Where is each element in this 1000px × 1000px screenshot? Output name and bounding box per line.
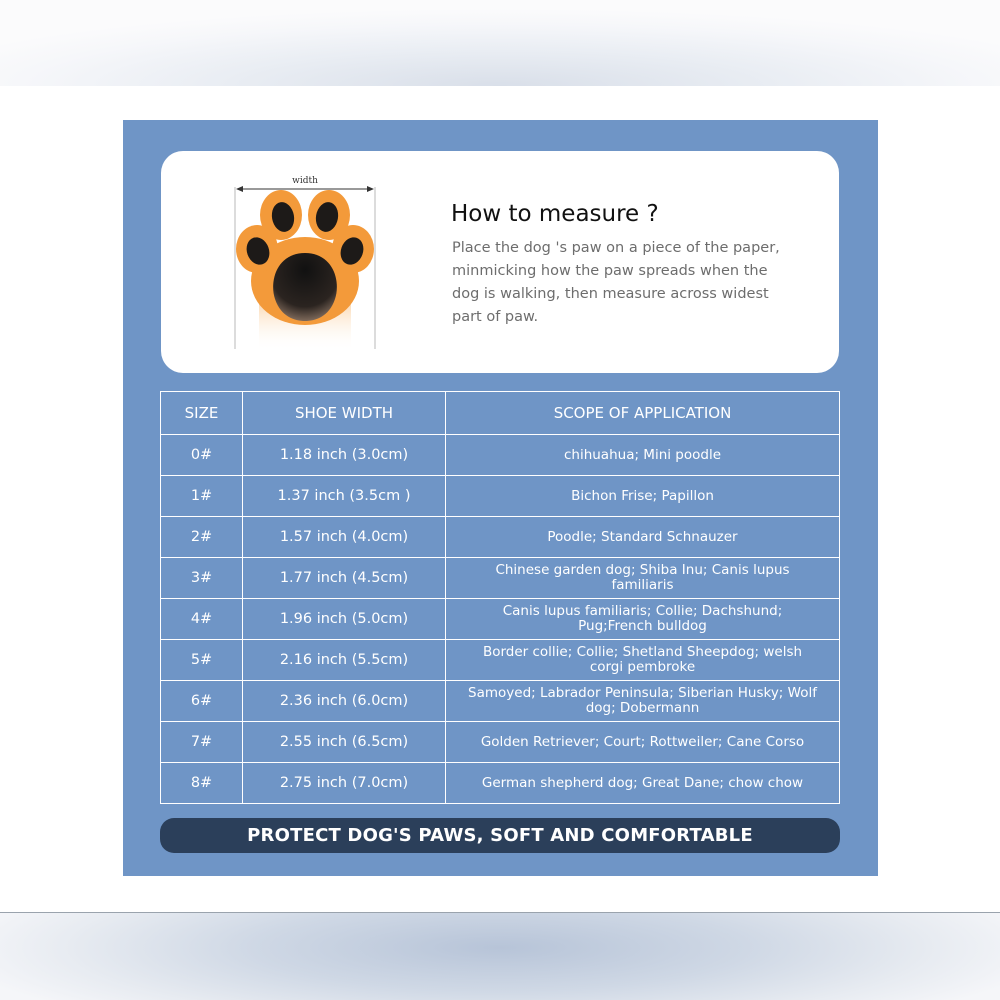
width-cell: 1.37 inch (3.5cm )	[243, 476, 446, 517]
header-shoe-width: SHOE WIDTH	[243, 392, 446, 435]
header-scope: SCOPE OF APPLICATION	[446, 392, 840, 435]
size-cell: 6#	[161, 681, 243, 722]
table-row	[161, 517, 840, 558]
blurred-background-top	[0, 0, 1000, 86]
scope-cell: Border collie; Collie; Shetland Sheepdog; welsh corgi pembroke	[446, 640, 840, 681]
protect-paws-banner: PROTECT DOG'S PAWS, SOFT AND COMFORTABLE	[160, 818, 840, 853]
size-chart-table	[160, 391, 840, 804]
table-row	[161, 722, 840, 763]
size-cell: 5#	[161, 640, 243, 681]
width-label: width	[292, 176, 318, 186]
size-cell: 7#	[161, 722, 243, 763]
table-row	[161, 763, 840, 804]
scope-cell: Golden Retriever; Court; Rottweiler; Cane Corso	[446, 722, 840, 763]
width-cell: 1.57 inch (4.0cm)	[243, 517, 446, 558]
size-cell: 3#	[161, 558, 243, 599]
measure-instructions-card	[161, 151, 839, 373]
scope-cell: German shepherd dog; Great Dane; chow chow	[446, 763, 840, 804]
paw-measure-diagram	[231, 171, 381, 351]
scope-cell: Chinese garden dog; Shiba Inu; Canis lupus familiaris	[446, 558, 840, 599]
size-cell: 8#	[161, 763, 243, 804]
how-to-measure-title: How to measure ?	[451, 201, 659, 227]
table-row	[161, 599, 840, 640]
width-cell: 1.18 inch (3.0cm)	[243, 435, 446, 476]
size-cell: 2#	[161, 517, 243, 558]
scope-cell: Samoyed; Labrador Peninsula; Siberian Husky; Wolf dog; Dobermann	[446, 681, 840, 722]
table-row	[161, 435, 840, 476]
width-cell: 1.77 inch (4.5cm)	[243, 558, 446, 599]
scope-cell: chihuahua; Mini poodle	[446, 435, 840, 476]
width-cell: 2.36 inch (6.0cm)	[243, 681, 446, 722]
size-cell: 0#	[161, 435, 243, 476]
table-row	[161, 681, 840, 722]
scope-cell: Bichon Frise; Papillon	[446, 476, 840, 517]
size-cell: 1#	[161, 476, 243, 517]
width-cell: 2.16 inch (5.5cm)	[243, 640, 446, 681]
table-row	[161, 640, 840, 681]
scope-cell: Poodle; Standard Schnauzer	[446, 517, 840, 558]
width-cell: 2.55 inch (6.5cm)	[243, 722, 446, 763]
size-guide-panel	[123, 120, 878, 876]
header-size: SIZE	[161, 392, 243, 435]
width-cell: 1.96 inch (5.0cm)	[243, 599, 446, 640]
table-row	[161, 558, 840, 599]
table-header-row	[161, 392, 840, 435]
paw-print-icon	[236, 190, 374, 325]
table-row	[161, 476, 840, 517]
width-cell: 2.75 inch (7.0cm)	[243, 763, 446, 804]
blurred-background-bottom	[0, 913, 1000, 1000]
how-to-measure-description: Place the dog 's paw on a piece of the paper, minmicking how the paw spreads when the dog is walking, then measure across widest part of paw.	[452, 240, 780, 325]
size-cell: 4#	[161, 599, 243, 640]
scope-cell: Canis lupus familiaris; Collie; Dachshund; Pug;French bulldog	[446, 599, 840, 640]
